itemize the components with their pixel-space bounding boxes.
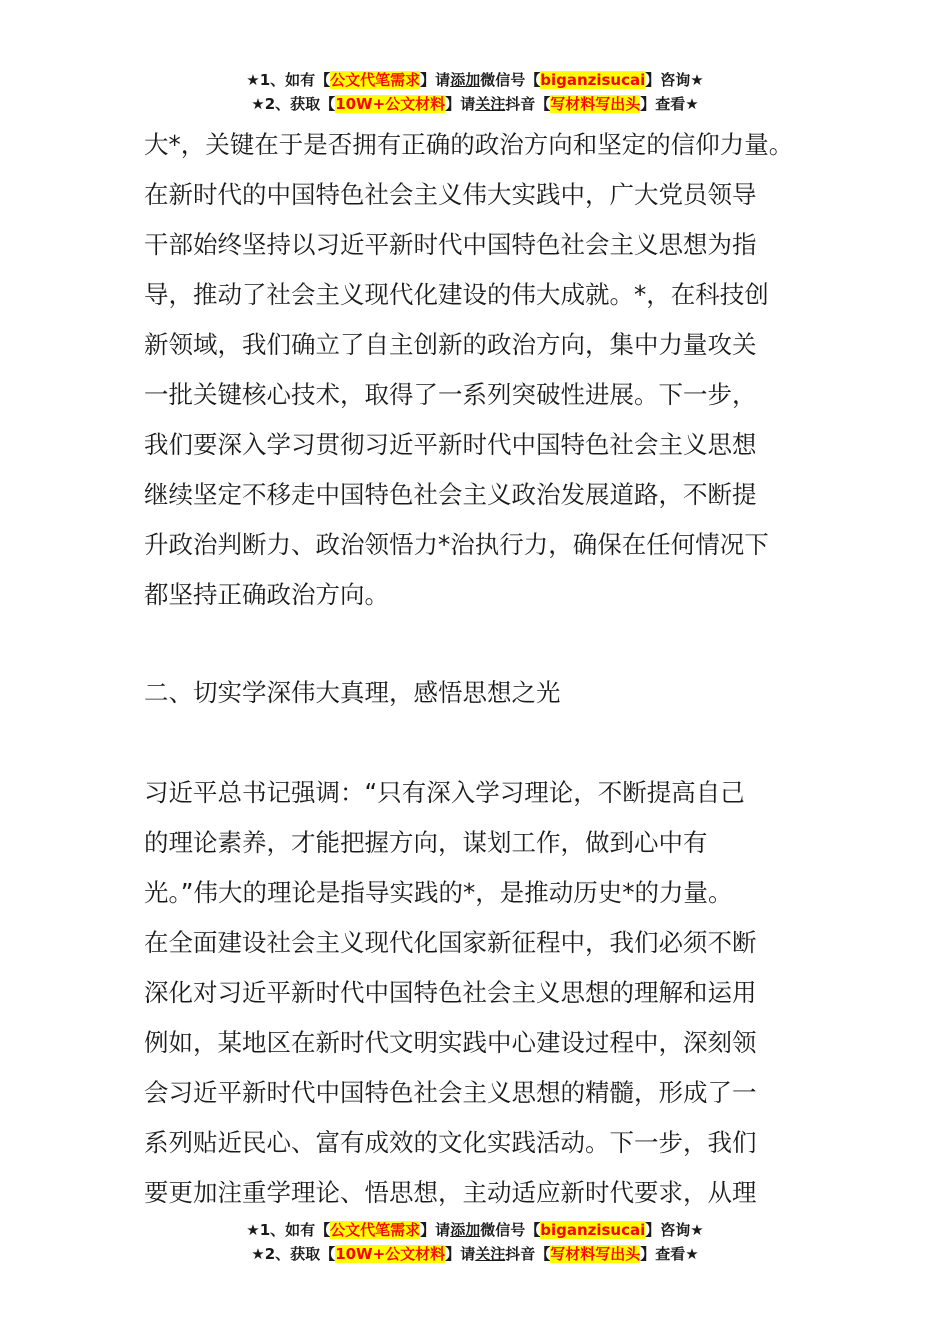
banner-text: ★2、获取【: [251, 1245, 336, 1263]
text-line: 深化对习近平新时代中国特色社会主义思想的理解和运用: [144, 978, 757, 1007]
banner-text: 】请: [420, 71, 451, 89]
paragraph-1: [144, 120, 824, 620]
banner-text: 】请: [445, 1245, 476, 1263]
text-line: 升政治判断力、政治领悟力*治执行力，确保在任何情况下: [144, 530, 769, 559]
text-line: 一批关键核心技术，取得了一系列突破性进展。下一步，: [144, 380, 757, 409]
banner-text: ★1、如有【: [246, 71, 331, 89]
banner-line-2: [0, 1242, 950, 1266]
text-line: 新领域，我们确立了自主创新的政治方向，集中力量攻关: [144, 330, 757, 359]
banner-text: 抖音【: [505, 95, 551, 113]
banner-text: 】咨询★: [645, 71, 704, 89]
banner-text: 】咨询★: [645, 1221, 704, 1239]
banner-emphasis: 添加: [450, 1221, 481, 1239]
banner-highlight: 10W+公文材料: [335, 1245, 446, 1263]
banner-highlight: biganzisucai: [540, 71, 646, 89]
header-banner: [0, 68, 950, 116]
text-line: 在新时代的中国特色社会主义伟大实践中，广大党员领导: [144, 180, 757, 209]
banner-text: ★1、如有【: [246, 1221, 331, 1239]
text-line: 大*，关键在于是否拥有正确的政治方向和坚定的信仰力量。: [144, 130, 794, 159]
banner-text: 】请: [420, 1221, 451, 1239]
banner-text: ★2、获取【: [251, 95, 336, 113]
banner-emphasis: 关注: [475, 1245, 506, 1263]
banner-text: 抖音【: [505, 1245, 551, 1263]
banner-highlight: 10W+公文材料: [335, 95, 446, 113]
footer-banner: [0, 1218, 950, 1266]
banner-text: 微信号【: [480, 71, 541, 89]
banner-line-1: [0, 1218, 950, 1242]
text-line: 例如，某地区在新时代文明实践中心建设过程中，深刻领: [144, 1028, 757, 1057]
paragraph-2: [144, 768, 824, 1218]
banner-emphasis: 关注: [475, 95, 506, 113]
banner-emphasis: 添加: [450, 71, 481, 89]
banner-text: 】请: [445, 95, 476, 113]
text-line: 系列贴近民心、富有成效的文化实践活动。下一步，我们: [144, 1128, 757, 1157]
banner-highlight: 写材料写出头: [550, 1245, 641, 1263]
text-line: 的理论素养，才能把握方向，谋划工作，做到心中有: [144, 828, 708, 857]
text-line: 我们要深入学习贯彻习近平新时代中国特色社会主义思想: [144, 430, 757, 459]
text-line: 要更加注重学理论、悟思想，主动适应新时代要求，从理: [144, 1178, 757, 1207]
text-line: 在全面建设社会主义现代化国家新征程中，我们必须不断: [144, 928, 757, 957]
text-line: 光。”伟大的理论是指导实践的*，是推动历史*的力量。: [144, 878, 733, 907]
banner-text: 】查看★: [640, 95, 699, 113]
banner-line-2: [0, 92, 950, 116]
banner-highlight: biganzisucai: [540, 1221, 646, 1239]
banner-line-1: [0, 68, 950, 92]
banner-text: 】查看★: [640, 1245, 699, 1263]
text-line: 习近平总书记强调：“只有深入学习理论，不断提高自己: [144, 778, 745, 807]
text-line: 都坚持正确政治方向。: [144, 580, 389, 609]
section-heading: 二、切实学深伟大真理，感悟思想之光: [144, 678, 561, 707]
banner-highlight: 写材料写出头: [550, 95, 641, 113]
banner-text: 微信号【: [480, 1221, 541, 1239]
text-line: 继续坚定不移走中国特色社会主义政治发展道路，不断提: [144, 480, 757, 509]
text-line: 干部始终坚持以习近平新时代中国特色社会主义思想为指: [144, 230, 757, 259]
banner-highlight: 公文代笔需求: [330, 71, 421, 89]
text-line: 导，推动了社会主义现代化建设的伟大成就。*，在科技创: [144, 280, 769, 309]
banner-highlight: 公文代笔需求: [330, 1221, 421, 1239]
text-line: 会习近平新时代中国特色社会主义思想的精髓，形成了一: [144, 1078, 757, 1107]
